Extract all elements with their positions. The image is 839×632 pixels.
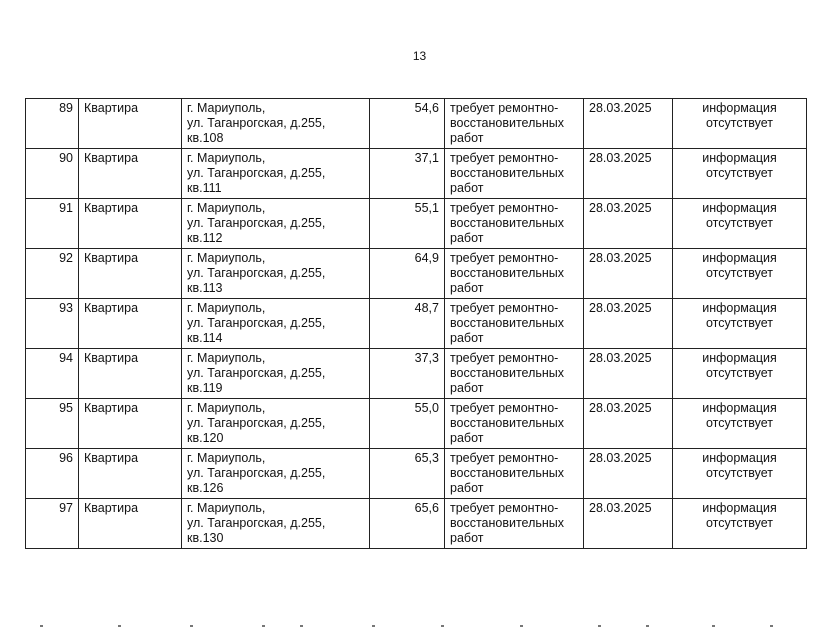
table-row — [26, 449, 807, 499]
row-number-cell: 97 — [26, 499, 79, 549]
condition-line: восстановительных — [450, 366, 565, 380]
info-cell — [673, 399, 807, 449]
condition-line: требует ремонтно- — [450, 101, 559, 115]
condition-cell — [445, 449, 584, 499]
address-cell — [182, 399, 370, 449]
table-body — [26, 99, 807, 549]
info-line: отсутствует — [705, 416, 774, 430]
condition-line: требует ремонтно- — [450, 251, 559, 265]
object-type-cell: Квартира — [79, 99, 182, 149]
info-line: информация — [702, 251, 777, 265]
address-line: г. Мариуполь, — [187, 351, 266, 365]
condition-cell — [445, 299, 584, 349]
date-cell: 28.03.2025 — [584, 149, 673, 199]
table-row — [26, 349, 807, 399]
info-line: информация — [702, 401, 777, 415]
object-type-cell: Квартира — [79, 149, 182, 199]
address-line: г. Мариуполь, — [187, 151, 266, 165]
info-line: отсутствует — [705, 366, 774, 380]
info-line: отсутствует — [705, 216, 774, 230]
area-cell: 65,3 — [370, 449, 445, 499]
info-line: информация — [702, 301, 777, 315]
address-cell — [182, 149, 370, 199]
condition-line: работ — [450, 481, 484, 495]
address-cell — [182, 249, 370, 299]
condition-line: требует ремонтно- — [450, 501, 559, 515]
address-cell — [182, 449, 370, 499]
condition-line: требует ремонтно- — [450, 351, 559, 365]
row-number-cell: 92 — [26, 249, 79, 299]
area-cell: 55,1 — [370, 199, 445, 249]
info-line: отсутствует — [705, 466, 774, 480]
condition-line: работ — [450, 281, 484, 295]
info-line: отсутствует — [705, 516, 774, 530]
info-line: отсутствует — [705, 316, 774, 330]
row-number-cell: 94 — [26, 349, 79, 399]
address-cell — [182, 499, 370, 549]
info-line: отсутствует — [705, 266, 774, 280]
address-line: ул. Таганрогская, д.255, — [187, 416, 326, 430]
info-cell — [673, 449, 807, 499]
condition-cell — [445, 399, 584, 449]
info-cell — [673, 349, 807, 399]
row-number-cell: 91 — [26, 199, 79, 249]
condition-line: работ — [450, 431, 484, 445]
condition-line: восстановительных — [450, 166, 565, 180]
condition-line: требует ремонтно- — [450, 301, 559, 315]
object-type-cell: Квартира — [79, 249, 182, 299]
table-row — [26, 299, 807, 349]
condition-cell — [445, 199, 584, 249]
condition-line: восстановительных — [450, 516, 565, 530]
condition-cell — [445, 249, 584, 299]
condition-line: восстановительных — [450, 416, 565, 430]
info-cell — [673, 99, 807, 149]
table-row — [26, 399, 807, 449]
date-cell: 28.03.2025 — [584, 299, 673, 349]
info-line: информация — [702, 501, 777, 515]
row-number-cell: 96 — [26, 449, 79, 499]
row-number-cell: 95 — [26, 399, 79, 449]
table-row — [26, 99, 807, 149]
info-line: отсутствует — [705, 166, 774, 180]
info-line: информация — [702, 101, 777, 115]
area-cell: 64,9 — [370, 249, 445, 299]
condition-line: требует ремонтно- — [450, 401, 559, 415]
address-line: г. Мариуполь, — [187, 201, 266, 215]
info-line: информация — [702, 351, 777, 365]
info-cell — [673, 499, 807, 549]
address-cell — [182, 299, 370, 349]
address-line: ул. Таганрогская, д.255, — [187, 516, 326, 530]
table-row — [26, 499, 807, 549]
object-type-cell: Квартира — [79, 399, 182, 449]
date-cell: 28.03.2025 — [584, 199, 673, 249]
info-line: информация — [702, 451, 777, 465]
address-line: г. Мариуполь, — [187, 401, 266, 415]
date-cell: 28.03.2025 — [584, 99, 673, 149]
address-line: кв.108 — [187, 131, 224, 145]
address-line: г. Мариуполь, — [187, 451, 266, 465]
object-type-cell: Квартира — [79, 449, 182, 499]
info-line: информация — [702, 151, 777, 165]
area-cell: 55,0 — [370, 399, 445, 449]
condition-line: работ — [450, 131, 484, 145]
condition-line: работ — [450, 331, 484, 345]
address-line: ул. Таганрогская, д.255, — [187, 216, 326, 230]
area-cell: 48,7 — [370, 299, 445, 349]
address-line: ул. Таганрогская, д.255, — [187, 266, 326, 280]
address-line: кв.126 — [187, 481, 224, 495]
condition-line: восстановительных — [450, 466, 565, 480]
row-number-cell: 90 — [26, 149, 79, 199]
condition-line: восстановительных — [450, 266, 565, 280]
condition-cell — [445, 99, 584, 149]
condition-line: восстановительных — [450, 216, 565, 230]
scan-artifact-strip — [0, 625, 839, 629]
info-cell — [673, 249, 807, 299]
address-cell — [182, 99, 370, 149]
address-line: г. Мариуполь, — [187, 251, 266, 265]
date-cell: 28.03.2025 — [584, 499, 673, 549]
date-cell: 28.03.2025 — [584, 249, 673, 299]
address-line: кв.114 — [187, 331, 223, 345]
object-type-cell: Квартира — [79, 199, 182, 249]
object-type-cell: Квартира — [79, 299, 182, 349]
condition-line: требует ремонтно- — [450, 151, 559, 165]
condition-line: требует ремонтно- — [450, 201, 559, 215]
info-cell — [673, 149, 807, 199]
date-cell: 28.03.2025 — [584, 349, 673, 399]
table-row — [26, 149, 807, 199]
condition-cell — [445, 349, 584, 399]
info-line: информация — [702, 201, 777, 215]
row-number-cell: 89 — [26, 99, 79, 149]
address-line: ул. Таганрогская, д.255, — [187, 366, 326, 380]
condition-line: работ — [450, 531, 484, 545]
area-cell: 37,1 — [370, 149, 445, 199]
condition-line: работ — [450, 381, 484, 395]
address-line: ул. Таганрогская, д.255, — [187, 166, 326, 180]
address-line: кв.112 — [187, 231, 223, 245]
area-cell: 54,6 — [370, 99, 445, 149]
address-line: кв.119 — [187, 381, 223, 395]
property-table — [25, 98, 807, 549]
date-cell: 28.03.2025 — [584, 399, 673, 449]
condition-line: работ — [450, 231, 484, 245]
info-line: отсутствует — [705, 116, 774, 130]
address-line: кв.130 — [187, 531, 224, 545]
info-cell — [673, 299, 807, 349]
address-line: ул. Таганрогская, д.255, — [187, 116, 326, 130]
area-cell: 65,6 — [370, 499, 445, 549]
address-line: кв.120 — [187, 431, 224, 445]
address-line: кв.113 — [187, 281, 223, 295]
table-row — [26, 249, 807, 299]
object-type-cell: Квартира — [79, 499, 182, 549]
address-line: кв.111 — [187, 181, 222, 195]
date-cell: 28.03.2025 — [584, 449, 673, 499]
table-row — [26, 199, 807, 249]
address-cell — [182, 199, 370, 249]
address-line: г. Мариуполь, — [187, 101, 266, 115]
condition-line: восстановительных — [450, 116, 565, 130]
condition-cell — [445, 499, 584, 549]
address-line: г. Мариуполь, — [187, 301, 266, 315]
condition-line: работ — [450, 181, 484, 195]
page-number: 13 — [412, 49, 427, 63]
address-line: г. Мариуполь, — [187, 501, 266, 515]
address-line: ул. Таганрогская, д.255, — [187, 316, 326, 330]
row-number-cell: 93 — [26, 299, 79, 349]
condition-line: восстановительных — [450, 316, 565, 330]
address-cell — [182, 349, 370, 399]
condition-cell — [445, 149, 584, 199]
object-type-cell: Квартира — [79, 349, 182, 399]
address-line: ул. Таганрогская, д.255, — [187, 466, 326, 480]
area-cell: 37,3 — [370, 349, 445, 399]
condition-line: требует ремонтно- — [450, 451, 559, 465]
info-cell — [673, 199, 807, 249]
